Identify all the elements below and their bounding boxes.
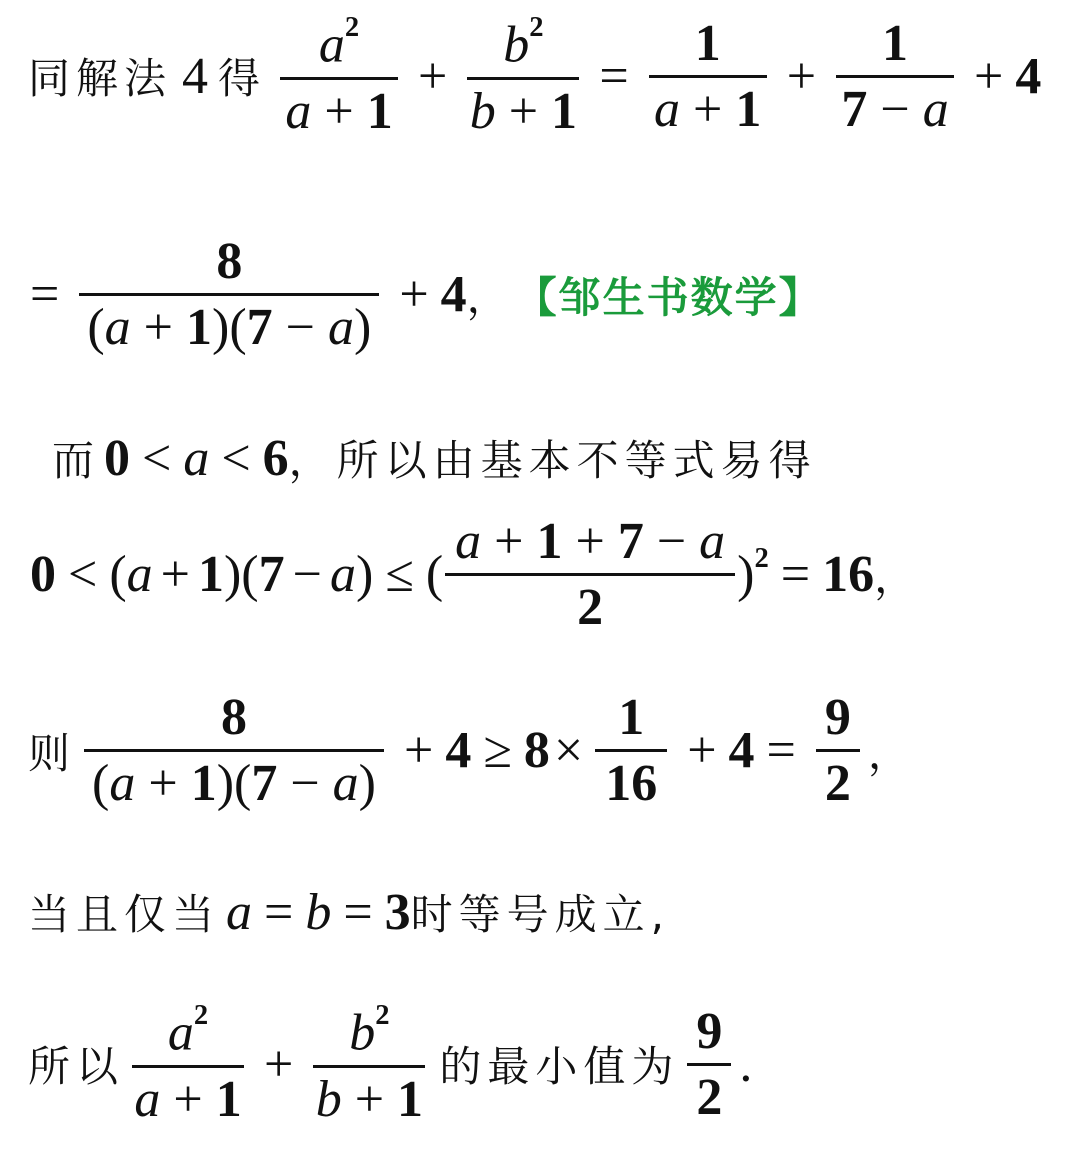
line5-lead: 则 [28,728,77,778]
fraction-9-over-2: $\frac{9}{2}$ [816,688,860,813]
line7-lead: 所以 [28,1042,125,1092]
equation-line-6: 当且仅当 a = b = 3 时等号成立, [28,883,671,941]
equation-line-2 [30,232,823,357]
plus-sign: + [399,266,429,323]
plus-sign: + [974,47,1004,105]
fraction-1-over-7-minus-a: $\frac{1}{7 - a}$ [836,14,954,139]
fraction-b2-over-b-plus-1: $\frac{b^2}{b + 1}$ [467,12,579,141]
comma: ， [466,272,515,322]
line3-lead: 而 [52,436,101,485]
equation-line-5: 则 $\frac{8}{(a + 1)(7 - a)}$ + 4 ≥ 8 × $\frac{1}{16}$ + 4 = $\frac{9}{2}$ ， [28,689,916,812]
fraction-1-over-a-plus-1: $\frac{1}{a + 1}$ [649,14,767,139]
fraction-8-over-product: $\frac{8}{(a + 1)(7 - a)}$ [79,232,379,357]
line6-lead: 当且仅当 [28,890,221,939]
fraction-9-over-2: $\frac{9}{2}$ [687,1002,731,1127]
equation-line-4: 0 < ( a + 1 )( 7 − a ) ≤ ( $\frac{a + 1 + 7 - a}{2}$ ) $^2$ = 16 ， [30,513,923,636]
line1-suffix: 得 [218,54,267,104]
equals-sign: = [30,266,60,323]
constant-4: 4 [1015,47,1042,105]
constant-4: 4 [440,266,467,323]
equation-line-3: 而 0 < a < 6 ，所以由基本不等式易得 [52,429,817,487]
plus-sign: + [418,47,448,105]
fraction-1-over-16: $\frac{1}{16}$ [595,688,667,813]
line3-text: ，所以由基本不等式易得 [288,436,817,485]
fraction-8-over-product: $\frac{8}{(a + 1)(7 - a)}$ [84,688,384,813]
line6-text: 时等号成立, [410,890,671,939]
equation-line-1 [28,12,1041,141]
line1-method-num: 4 [182,47,209,105]
fraction-a2-over-a-plus-1: $\frac{a^2}{a + 1}$ [132,1000,244,1129]
brand-watermark: 【邹生书数学】 [514,272,823,322]
fraction-a2-over-a-plus-1: $\frac{a^2}{a + 1}$ [280,12,398,141]
line1-prefix: 同解法 [28,54,173,104]
fraction-b2-over-b-plus-1: $\frac{b^2}{b + 1}$ [313,1000,425,1129]
plus-sign: + [786,47,817,105]
fraction-mean: $\frac{a + 1 + 7 - a}{2}$ [445,512,735,637]
line7-text: 的最小值为 [439,1042,680,1092]
equals-sign: = [599,47,629,105]
equation-line-7: 所以 $\frac{a^2}{a + 1}$ + $\frac{b^2}{b + 1}$ 的最小值为 $\frac{9}{2}$ . [28,1000,753,1128]
